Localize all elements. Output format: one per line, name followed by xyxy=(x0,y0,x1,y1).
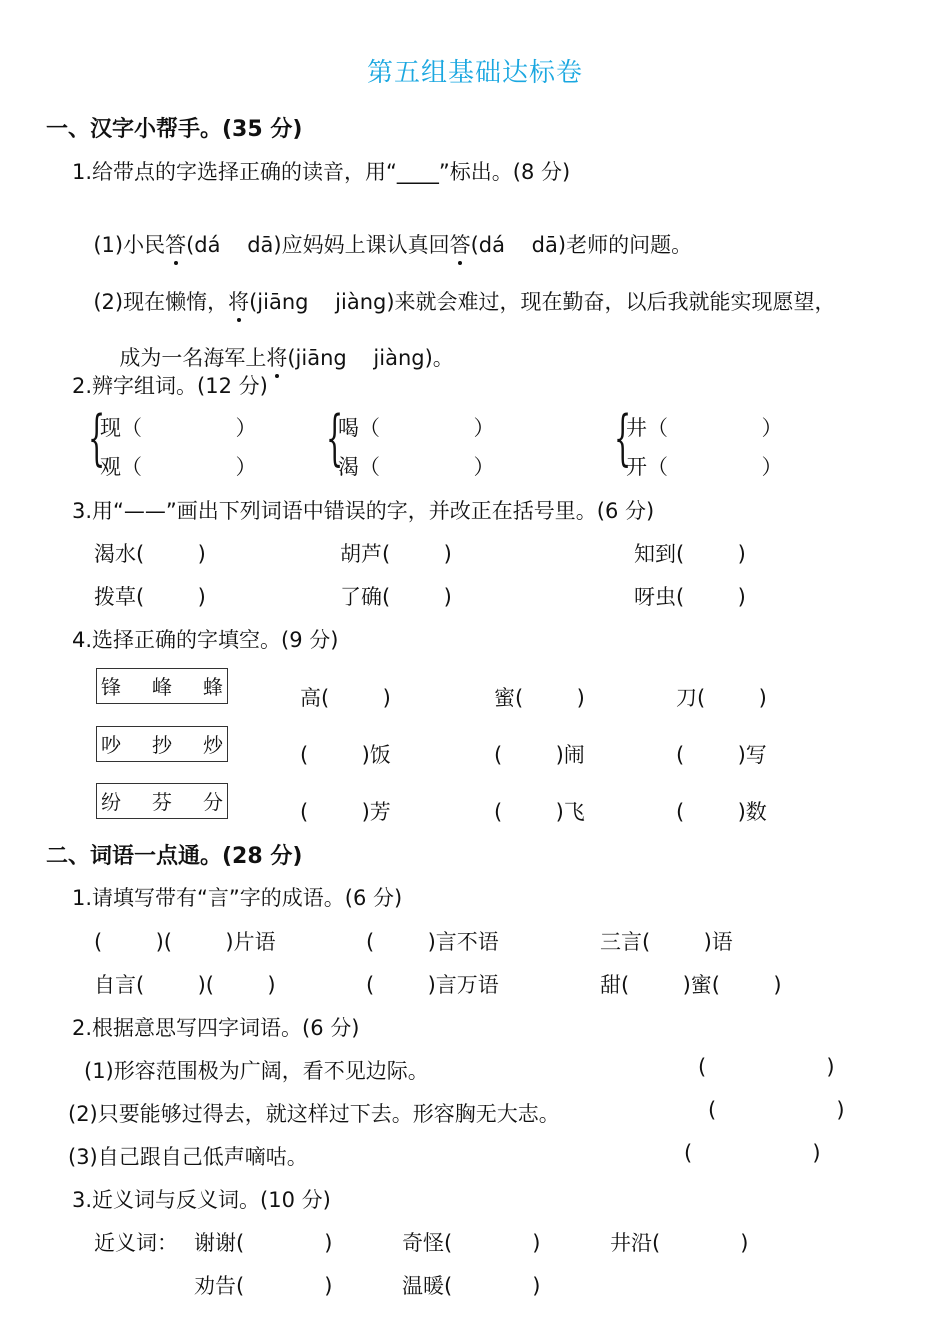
question-1-1-item-1 xyxy=(80,205,692,259)
dotted-char: 答 xyxy=(450,229,471,259)
word-item: 拨草( ) xyxy=(94,585,206,609)
fill-item: 刀( ) xyxy=(676,686,767,710)
fill-item: ( )闹 xyxy=(494,743,585,767)
item-text: (dá dā)应妈妈上课认真回 xyxy=(186,233,450,257)
choice-char: 炒 xyxy=(203,733,223,757)
question-2-2-prompt: 2.根据意思写四字词语。(6 分) xyxy=(72,1016,360,1040)
synonym-label: 近义词： xyxy=(94,1231,178,1255)
question-1-4-prompt: 4.选择正确的字填空。(9 分) xyxy=(72,628,339,652)
fill-item: 高( ) xyxy=(300,686,391,710)
word-item: 知到( ) xyxy=(634,542,746,566)
choice-char: 蜂 xyxy=(203,675,223,699)
pair-2-a: 喝（ ） xyxy=(338,416,495,440)
char-choice-box xyxy=(96,783,228,819)
pair-1-a: 现（ ） xyxy=(100,416,257,440)
dotted-char: 将 xyxy=(266,342,287,372)
synonym-item: 井沿( ) xyxy=(610,1231,749,1255)
question-1-1-item-2 xyxy=(80,262,836,316)
question-2-1-prompt: 1.请填写带有“言”字的成语。(6 分) xyxy=(72,886,403,910)
char-choice-box xyxy=(96,726,228,762)
choice-char: 分 xyxy=(203,790,223,814)
fill-item: ( )数 xyxy=(676,800,767,824)
idiom-item: 三言( )语 xyxy=(600,930,733,954)
answer-blank: ( ) xyxy=(684,1141,821,1165)
pair-3-b: 开（ ） xyxy=(626,455,783,479)
fill-item: ( )飞 xyxy=(494,800,585,824)
question-1-3-prompt: 3.用“——”画出下列词语中错误的字，并改正在括号里。(6 分) xyxy=(72,499,655,523)
idiom-item: ( )言万语 xyxy=(366,973,499,997)
fill-item: ( )写 xyxy=(676,743,767,767)
question-1-1-prompt: 1.给带点的字选择正确的读音，用“____”标出。(8 分) xyxy=(72,160,571,184)
item-text: (jiāng jiàng)来就会难过，现在勤奋，以后我就能实现愿望， xyxy=(249,290,836,314)
word-item: 胡芦( ) xyxy=(340,542,452,566)
section-heading-1: 一、汉字小帮手。(35 分) xyxy=(46,117,303,142)
fill-item: 蜜( ) xyxy=(494,686,585,710)
item-text: (jiāng jiàng)。 xyxy=(287,346,454,370)
pair-1-b: 观（ ） xyxy=(100,455,257,479)
brace-icon: { xyxy=(88,403,106,473)
synonym-item: 谢谢( ) xyxy=(194,1231,333,1255)
item-text: (dá dā)老师的问题。 xyxy=(470,233,693,257)
pair-2-b: 渴（ ） xyxy=(338,455,495,479)
answer-blank: ( ) xyxy=(708,1098,845,1122)
dotted-char: 答 xyxy=(165,229,186,259)
answer-blank: ( ) xyxy=(698,1055,835,1079)
meaning-item: (2)只要能够过得去，就这样过下去。形容胸无大志。 xyxy=(68,1102,560,1126)
brace-icon: { xyxy=(326,403,344,473)
synonym-item: 奇怪( ) xyxy=(402,1231,541,1255)
choice-char: 锋 xyxy=(101,675,121,699)
fill-item: ( )饭 xyxy=(300,743,391,767)
idiom-item: 自言( )( ) xyxy=(94,973,276,997)
synonym-item: 劝告( ) xyxy=(194,1274,333,1298)
idiom-item: ( )言不语 xyxy=(366,930,499,954)
brace-icon: { xyxy=(614,403,632,473)
section-heading-2: 二、词语一点通。(28 分) xyxy=(46,844,303,869)
synonym-item: 温暖( ) xyxy=(402,1274,541,1298)
question-1-2-prompt: 2.辨字组词。(12 分) xyxy=(72,374,268,398)
item-text: 成为一名海军上 xyxy=(119,346,267,370)
choice-char: 芬 xyxy=(152,790,172,814)
meaning-item: (1)形容范围极为广阔，看不见边际。 xyxy=(84,1059,429,1083)
question-1-1-item-2-continued xyxy=(106,318,454,372)
word-item: 了确( ) xyxy=(340,585,452,609)
choice-char: 吵 xyxy=(101,733,121,757)
fill-item: ( )芳 xyxy=(300,800,391,824)
choice-char: 抄 xyxy=(152,733,172,757)
choice-char: 纷 xyxy=(101,790,121,814)
char-choice-box xyxy=(96,668,228,704)
choice-char: 峰 xyxy=(152,675,172,699)
word-item: 呀虫( ) xyxy=(634,585,746,609)
meaning-item: (3)自己跟自己低声嘀咕。 xyxy=(68,1145,308,1169)
idiom-item: ( )( )片语 xyxy=(94,930,276,954)
dotted-char: 将 xyxy=(228,286,249,316)
idiom-item: 甜( )蜜( ) xyxy=(600,973,782,997)
question-2-3-prompt: 3.近义词与反义词。(10 分) xyxy=(72,1188,331,1212)
item-text: (2)现在懒惰， xyxy=(93,290,229,314)
word-item: 渴水( ) xyxy=(94,542,206,566)
pair-3-a: 井（ ） xyxy=(626,416,783,440)
item-text: (1)小民 xyxy=(93,233,166,257)
page-title: 第五组基础达标卷 xyxy=(366,58,583,88)
